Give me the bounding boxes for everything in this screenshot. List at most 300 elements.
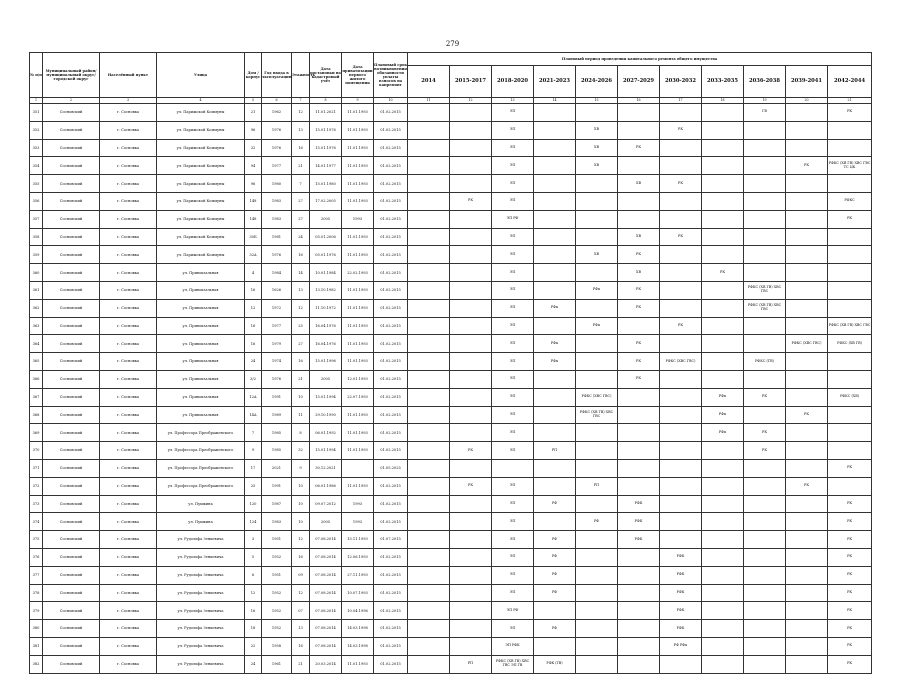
row-year-work (534, 370, 576, 388)
row-year-work (576, 620, 618, 638)
row-year-work (408, 228, 450, 246)
row-year-work (618, 192, 660, 210)
row-date-privatization: 11.01.1993 (342, 281, 374, 299)
row-year-work (660, 246, 702, 264)
row-year-work (618, 442, 660, 460)
row-floors: 8 (292, 424, 310, 442)
row-year-work (492, 459, 534, 477)
row-number: 355 (30, 175, 43, 193)
row-municipality: Сосновский (43, 495, 100, 513)
row-year-work (534, 388, 576, 406)
row-year-work (744, 139, 786, 157)
row-year-work: РФ (576, 513, 618, 531)
row-year-work (408, 566, 450, 584)
row-municipality: Сосновский (43, 192, 100, 210)
row-year-work (660, 531, 702, 549)
row-date-registered: 15.01.1976 (310, 121, 342, 139)
row-year-work (534, 459, 576, 477)
row-floors: 27 (292, 192, 310, 210)
row-year-work (660, 459, 702, 477)
row-year-built: 1989 (262, 406, 292, 424)
row-year-work: ЭП (492, 566, 534, 584)
row-year-work: РК (618, 139, 660, 157)
row-year-work (744, 637, 786, 655)
row-year-work: ХВ (618, 175, 660, 193)
row-year-work (828, 246, 872, 264)
row-locality: г. Сосновка (100, 513, 157, 531)
row-street: ул. Парижской Коммуны (157, 228, 245, 246)
row-municipality: Сосновский (43, 584, 100, 602)
row-floors: 10 (292, 495, 310, 513)
row-municipality: Сосновский (43, 602, 100, 620)
row-date-privatization: 27.11.1993 (342, 566, 374, 584)
row-year-work: РК (828, 459, 872, 477)
row-year-work: РК (828, 210, 872, 228)
row-year-work: РФК (660, 602, 702, 620)
header-year: 2027-2029 (618, 66, 660, 98)
row-year-work: ЭП (492, 495, 534, 513)
row-number: 353 (30, 139, 43, 157)
row-municipality: Сосновский (43, 139, 100, 157)
header-locality: Населённый пункт (100, 53, 157, 98)
row-year-work: РК (702, 264, 744, 282)
row-year-work (618, 459, 660, 477)
row-year-work (450, 459, 492, 477)
page-number: 279 (445, 40, 460, 48)
row-year-work (408, 459, 450, 477)
row-year-work: ЭП (492, 548, 534, 566)
row-floors: 14 (292, 264, 310, 282)
row-year-work: РК (660, 175, 702, 193)
row-number: 358 (30, 228, 43, 246)
row-year-work: ЭП (492, 317, 534, 335)
row-date-privatization: 12.06.1993 (342, 548, 374, 566)
row-year-work: РК (828, 531, 872, 549)
row-year-work: РФКС (ХВС ГВС) (786, 335, 828, 353)
table-row (30, 655, 872, 673)
row-locality: г. Сосновка (100, 281, 157, 299)
row-year-work: РФК (618, 531, 660, 549)
row-date-registered: 15.01.1994 (310, 388, 342, 406)
row-year-work: ЭП (492, 424, 534, 442)
row-year-work: ЭП (492, 192, 534, 210)
row-house: 16 (245, 317, 262, 335)
row-date-privatization: 22.07.1993 (342, 388, 374, 406)
row-year-work (576, 370, 618, 388)
row-year-work (744, 620, 786, 638)
row-floors: 16 (292, 548, 310, 566)
row-year-work (450, 424, 492, 442)
row-floors: 7 (292, 175, 310, 193)
row-year-work (408, 335, 450, 353)
row-year-work: РФК (660, 566, 702, 584)
row-date-registered: 07.08.2014 (310, 584, 342, 602)
row-house: 14А (245, 406, 262, 424)
row-number: 366 (30, 370, 43, 388)
row-year-built: 1626 (262, 281, 292, 299)
row-year-work (534, 406, 576, 424)
row-locality: г. Сосновка (100, 566, 157, 584)
header-row-main (30, 53, 872, 66)
row-street: ул. Привокзальная (157, 335, 245, 353)
row-year-work: ХВ (576, 139, 618, 157)
row-number: 363 (30, 317, 43, 335)
row-year-built: 1972 (262, 299, 292, 317)
table-row (30, 548, 872, 566)
row-floors: 13 (292, 121, 310, 139)
row-house: 30Б (245, 228, 262, 246)
header-date-privatization: Дата приватизации первого жилого помещения (342, 53, 374, 98)
row-year-work: РФКС (ГВ) (744, 353, 786, 371)
column-index-cell: 8 (310, 98, 342, 104)
row-year-work (786, 620, 828, 638)
row-date-privatization: 11.01.1993 (342, 175, 374, 193)
row-year-work: РФК (ГВ) (534, 655, 576, 673)
row-year-work: РФ (534, 495, 576, 513)
row-year-work (744, 655, 786, 673)
row-date-registered: 2005 (310, 370, 342, 388)
row-obligation-term: 01.02.2015 (374, 175, 408, 193)
row-number: 369 (30, 424, 43, 442)
row-year-work: РФк (534, 353, 576, 371)
row-year-work (408, 637, 450, 655)
row-year-work (786, 246, 828, 264)
table-row (30, 246, 872, 264)
row-year-work: ЭП (492, 353, 534, 371)
row-year-work (744, 192, 786, 210)
row-year-work (786, 495, 828, 513)
row-floors: 16 (292, 637, 310, 655)
row-street: ул. Рудольфа Зенкевича (157, 602, 245, 620)
row-year-work: РК (450, 192, 492, 210)
row-year-work (576, 548, 618, 566)
row-floors: 27 (292, 335, 310, 353)
table-row (30, 104, 872, 122)
row-municipality: Сосновский (43, 548, 100, 566)
row-year-work (660, 513, 702, 531)
table-row (30, 353, 872, 371)
row-year-work: РФК (660, 584, 702, 602)
header-municipality: Муниципальный район/муниципальный округ/городской округ (43, 53, 100, 98)
table-row (30, 388, 872, 406)
row-street: ул. Парижской Коммуны (157, 246, 245, 264)
row-date-registered: 06.01.1986 (310, 477, 342, 495)
row-year-work (534, 246, 576, 264)
row-obligation-term: 01.02.2015 (374, 246, 408, 264)
row-year-work (450, 228, 492, 246)
row-year-work (786, 317, 828, 335)
row-number: 377 (30, 566, 43, 584)
row-date-registered: 20.03.2014 (310, 655, 342, 673)
row-number: 357 (30, 210, 43, 228)
row-year-work (744, 477, 786, 495)
row-year-work (702, 548, 744, 566)
row-street: ул. Парижской Коммуны (157, 157, 245, 175)
row-municipality: Сосновский (43, 299, 100, 317)
row-year-work (408, 353, 450, 371)
row-date-privatization: 11.01.1993 (342, 406, 374, 424)
row-year-built: 1984 (262, 264, 292, 282)
row-year-work (534, 602, 576, 620)
row-floors: 16 (292, 246, 310, 264)
row-year-work (408, 281, 450, 299)
column-index-cell: 14 (534, 98, 576, 104)
row-number: 372 (30, 477, 43, 495)
row-year-work: ЭП (492, 264, 534, 282)
row-number: 361 (30, 281, 43, 299)
row-year-work (576, 442, 618, 460)
column-index-cell: 9 (342, 98, 374, 104)
row-year-work (576, 566, 618, 584)
row-year-work: ЭП (492, 246, 534, 264)
row-obligation-term: 01.02.2015 (374, 602, 408, 620)
row-year-work (744, 513, 786, 531)
row-locality: г. Сосновка (100, 531, 157, 549)
row-obligation-term: 01.02.2015 (374, 388, 408, 406)
row-date-registered: 30.12.2021 (310, 459, 342, 477)
row-year-work (534, 477, 576, 495)
row-year-built: 1976 (262, 121, 292, 139)
row-year-built: 1983 (262, 513, 292, 531)
row-year-work: РФКС (ХВС ГВС) (576, 388, 618, 406)
row-obligation-term: 01.02.2015 (374, 548, 408, 566)
row-year-work: РК (618, 353, 660, 371)
row-number: 367 (30, 388, 43, 406)
row-year-work: РК (828, 602, 872, 620)
row-year-work (408, 370, 450, 388)
row-year-work (408, 139, 450, 157)
row-year-work: ЭП (492, 531, 534, 549)
row-house: 16 (245, 281, 262, 299)
table-row (30, 228, 872, 246)
row-year-work (702, 584, 744, 602)
row-year-work (576, 335, 618, 353)
row-year-work (534, 424, 576, 442)
row-house: 24 (245, 353, 262, 371)
row-date-registered: 13.10.1982 (310, 281, 342, 299)
row-locality: г. Сосновка (100, 602, 157, 620)
row-house: 32 (245, 139, 262, 157)
row-date-registered: 07.08.2014 (310, 548, 342, 566)
row-year-work: РК (660, 121, 702, 139)
row-year-work: ЭП (492, 388, 534, 406)
row-municipality: Сосновский (43, 513, 100, 531)
row-number: 378 (30, 584, 43, 602)
row-year-work: ЭП (492, 406, 534, 424)
table-row (30, 210, 872, 228)
row-year-work: ЭП РФ (492, 210, 534, 228)
row-municipality: Сосновский (43, 104, 100, 122)
row-municipality: Сосновский (43, 566, 100, 584)
row-year-work (786, 370, 828, 388)
row-year-work (576, 175, 618, 193)
row-year-work (702, 655, 744, 673)
row-year-work (450, 531, 492, 549)
row-date-privatization: 11.01.1993 (342, 139, 374, 157)
row-year-work (786, 388, 828, 406)
row-house: 16 (245, 602, 262, 620)
row-year-work (828, 424, 872, 442)
row-municipality: Сосновский (43, 424, 100, 442)
row-year-work (786, 513, 828, 531)
row-year-built: 1951 (262, 566, 292, 584)
row-floors: 10 (292, 513, 310, 531)
row-street: ул. Рудольфа Зенкевича (157, 655, 245, 673)
row-year-work (660, 442, 702, 460)
row-house: 96 (245, 121, 262, 139)
row-year-work (450, 584, 492, 602)
row-year-work: РФК (618, 513, 660, 531)
row-year-built: 1976 (262, 139, 292, 157)
row-year-work (786, 175, 828, 193)
capital-repair-register-table (29, 52, 872, 674)
row-year-built: 1991 (262, 388, 292, 406)
row-street: ул. Рудольфа Зенкевича (157, 620, 245, 638)
row-date-registered: 07.08.2014 (310, 637, 342, 655)
row-locality: г. Сосновка (100, 548, 157, 566)
table-row (30, 299, 872, 317)
row-obligation-term: 01.02.2015 (374, 637, 408, 655)
row-year-work (744, 210, 786, 228)
row-year-work: РФКС (ХВ ГВ) ХВС ГВС (828, 317, 872, 335)
row-year-work (534, 192, 576, 210)
row-date-registered: 15.01.1976 (310, 139, 342, 157)
row-floors: 9 (292, 459, 310, 477)
row-year-work (744, 157, 786, 175)
row-year-built: 1979 (262, 335, 292, 353)
row-year-work (702, 210, 744, 228)
row-municipality: Сосновский (43, 655, 100, 673)
row-year-work: РК (744, 424, 786, 442)
row-year-built: 1974 (262, 353, 292, 371)
row-year-work (618, 602, 660, 620)
row-date-privatization: 11.01.1993 (342, 424, 374, 442)
header-year: 2014 (408, 66, 450, 98)
row-municipality: Сосновский (43, 388, 100, 406)
row-year-work (408, 299, 450, 317)
row-year-work (534, 157, 576, 175)
row-obligation-term: 01.05.2025 (374, 459, 408, 477)
row-year-work (450, 637, 492, 655)
row-house: 148 (245, 192, 262, 210)
row-year-work (534, 513, 576, 531)
row-house: 7 (245, 424, 262, 442)
row-year-built: 1985 (262, 424, 292, 442)
row-house: 12 (245, 299, 262, 317)
row-year-work (786, 602, 828, 620)
column-index-cell: 4 (157, 98, 245, 104)
row-year-work: РФк (576, 317, 618, 335)
row-obligation-term: 01.02.2015 (374, 210, 408, 228)
row-year-work: РФк (576, 281, 618, 299)
row-year-work: РК (786, 157, 828, 175)
row-year-work (702, 602, 744, 620)
row-year-work (702, 531, 744, 549)
row-year-work (786, 264, 828, 282)
row-obligation-term: 01.02.2015 (374, 566, 408, 584)
row-number: 381 (30, 637, 43, 655)
row-locality: г. Сосновка (100, 121, 157, 139)
row-floors: 32 (292, 442, 310, 460)
row-year-work (408, 175, 450, 193)
table-row (30, 513, 872, 531)
row-year-work: РФКС (ХВС ГВС) (660, 353, 702, 371)
row-year-work (744, 548, 786, 566)
row-year-work (576, 655, 618, 673)
row-year-built: 1976 (262, 370, 292, 388)
row-street: ул. Привокзальная (157, 264, 245, 282)
row-date-registered: 14.01.1977 (310, 157, 342, 175)
header-year: 2018-2020 (492, 66, 534, 98)
row-obligation-term: 01.02.2015 (374, 121, 408, 139)
row-year-work (660, 406, 702, 424)
header-year: 2039-2041 (786, 66, 828, 98)
row-date-privatization (342, 459, 374, 477)
row-house: 120 (245, 495, 262, 513)
row-year-work (702, 175, 744, 193)
header-house: Дом / корпус (245, 53, 262, 98)
row-floors: 27 (292, 210, 310, 228)
row-number: 376 (30, 548, 43, 566)
row-year-work: РФКС (ХВ ГВ) (828, 335, 872, 353)
row-locality: г. Сосновка (100, 620, 157, 638)
row-year-work (702, 370, 744, 388)
row-year-work (450, 264, 492, 282)
row-date-privatization: 11.01.1993 (342, 442, 374, 460)
row-obligation-term: 01.02.2015 (374, 299, 408, 317)
row-year-work (534, 317, 576, 335)
row-street: ул. Профессора Преображенского (157, 424, 245, 442)
row-locality: г. Сосновка (100, 406, 157, 424)
row-year-work: РК (786, 477, 828, 495)
table-row (30, 477, 872, 495)
row-year-work: РФКС (828, 192, 872, 210)
row-obligation-term: 01.02.2015 (374, 655, 408, 673)
row-year-work: РК (828, 495, 872, 513)
header-year: 2033-2035 (702, 66, 744, 98)
row-year-work (408, 406, 450, 424)
row-floors: 21 (292, 157, 310, 175)
column-index-cell: 16 (618, 98, 660, 104)
row-year-built: 1985 (262, 442, 292, 460)
row-year-work (576, 299, 618, 317)
row-date-registered: 05.01.1976 (310, 246, 342, 264)
row-floors: 21 (292, 655, 310, 673)
row-number: 352 (30, 121, 43, 139)
row-year-work (744, 264, 786, 282)
row-street: ул. Привокзальная (157, 317, 245, 335)
row-floors: 12 (292, 531, 310, 549)
row-year-work (786, 121, 828, 139)
row-house: 94 (245, 157, 262, 175)
row-obligation-term: 01.02.2015 (374, 584, 408, 602)
row-year-work (576, 228, 618, 246)
row-year-work (576, 459, 618, 477)
row-year-work (618, 477, 660, 495)
row-street: ул. Пушкина (157, 513, 245, 531)
row-year-work: РФК (660, 548, 702, 566)
row-year-work (534, 139, 576, 157)
row-year-work (660, 264, 702, 282)
table-row (30, 442, 872, 460)
row-year-work: ЭП (492, 104, 534, 122)
row-year-work: РФ РФк (660, 637, 702, 655)
table-row (30, 406, 872, 424)
row-municipality: Сосновский (43, 157, 100, 175)
row-date-registered: 06.01.1992 (310, 424, 342, 442)
row-year-work (828, 353, 872, 371)
row-year-work: РФк (702, 388, 744, 406)
